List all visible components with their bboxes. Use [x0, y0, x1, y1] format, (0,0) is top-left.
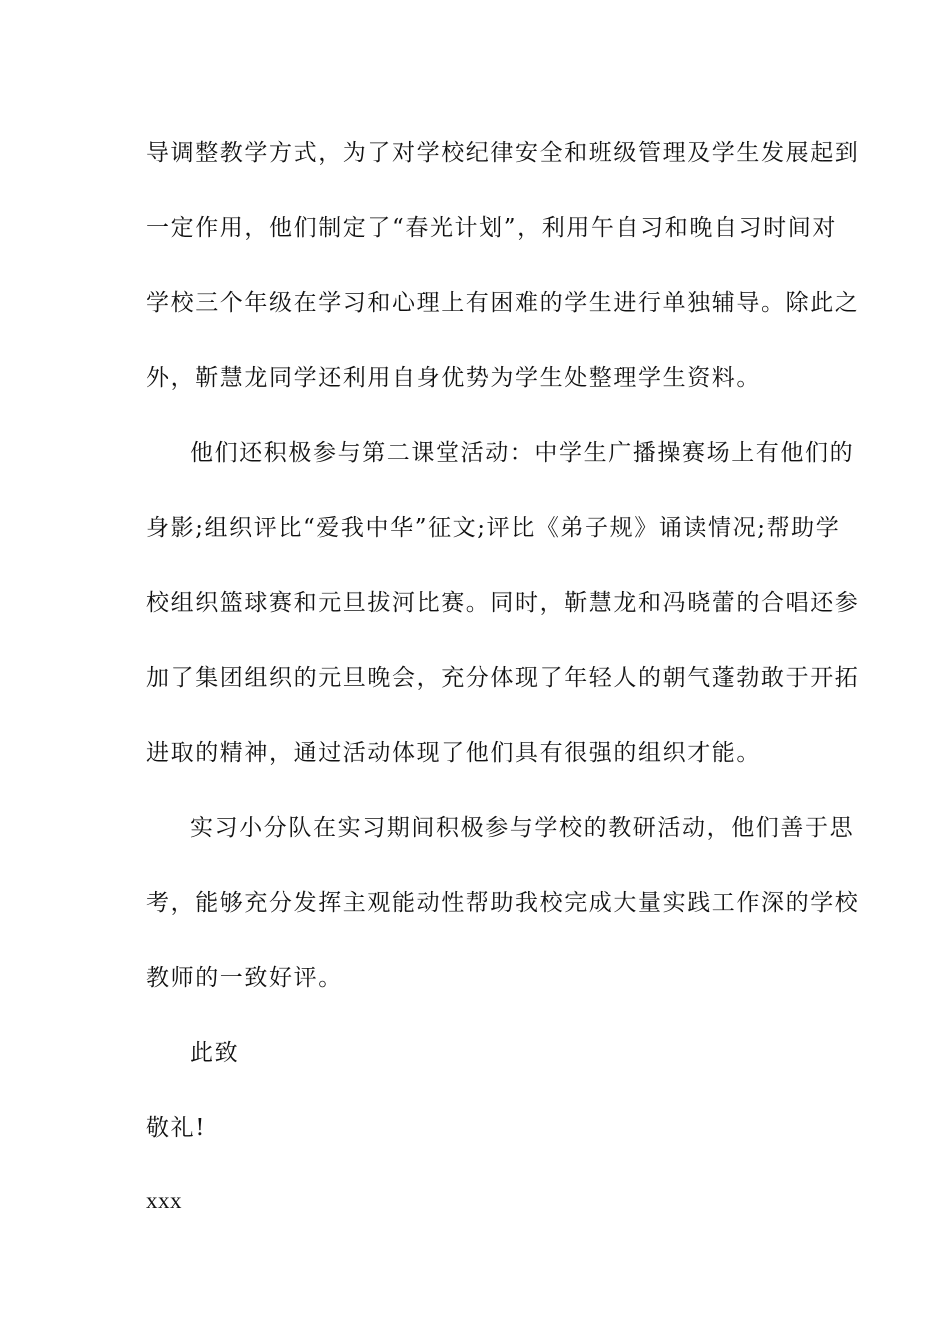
paragraph-3-line-1: 实习小分队在实习期间积极参与学校的教研活动，他们善于思: [190, 815, 855, 841]
paragraph-2-line-4: 加了集团组织的元旦晚会，充分体现了年轻人的朝气蓬勃敢于开拓: [146, 665, 860, 691]
paragraph-1-line-3: 学校三个年级在学习和心理上有困难的学生进行单独辅导。除此之: [146, 290, 860, 316]
closing-text: 此致: [190, 1040, 240, 1066]
signature-text: xxx: [146, 1188, 182, 1213]
paragraph-2-line-1: 他们还积极参与第二课堂活动：中学生广播操赛场上有他们的: [190, 440, 855, 466]
paragraph-2-line-2: 身影;组织评比“爱我中华”征文;评比《弟子规》诵读情况;帮助学: [146, 515, 841, 541]
paragraph-1-line-1: 导调整教学方式，为了对学校纪律安全和班级管理及学生发展起到: [146, 140, 860, 166]
paragraph-1-line-4: 外，靳慧龙同学还利用自身优势为学生处整理学生资料。: [146, 365, 761, 391]
paragraph-2-line-5: 进取的精神，通过活动体现了他们具有很强的组织才能。: [146, 740, 761, 766]
paragraph-3-line-2: 考，能够充分发挥主观能动性帮助我校完成大量实践工作深的学校: [146, 890, 860, 916]
paragraph-3-line-3: 教师的一致好评。: [146, 965, 343, 991]
paragraph-1-line-2: 一定作用，他们制定了“春光计划”，利用午自习和晚自习时间对: [146, 215, 837, 241]
salutation-text: 敬礼!: [146, 1115, 207, 1141]
paragraph-2-line-3: 校组织篮球赛和元旦拔河比赛。同时，靳慧龙和冯晓蕾的合唱还参: [146, 590, 860, 616]
